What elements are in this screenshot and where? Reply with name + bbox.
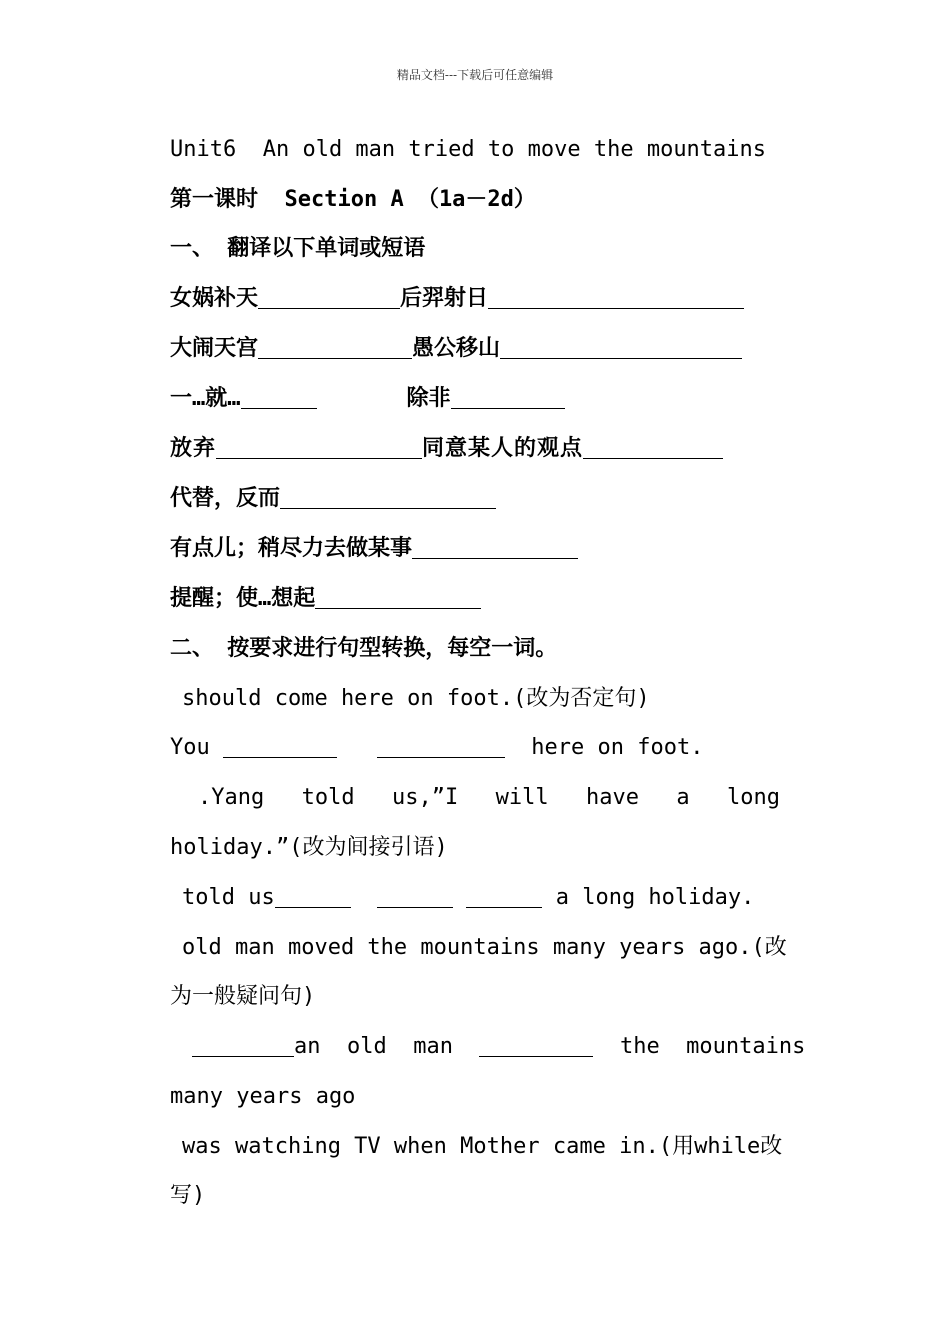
- q2-word: will: [495, 785, 549, 810]
- vocab-row-2: [170, 334, 782, 364]
- answer-blank[interactable]: [412, 536, 578, 559]
- answer-1-end: here on foot.: [531, 735, 704, 760]
- vocab-danao: 大闹天宫: [170, 336, 259, 361]
- vocab-row-4: [170, 434, 782, 464]
- vocab-youdianer: 有点儿；稍尽力去做某事: [170, 536, 413, 561]
- part2-heading: 二、 按要求进行句型转换，每空一词。: [170, 636, 558, 661]
- answer-3: [192, 1032, 804, 1062]
- answer-blank[interactable]: [315, 586, 481, 609]
- vocab-daiti: 代替，反而: [170, 486, 281, 511]
- lesson-label: 第一课时 Section A （1a－2d）: [170, 187, 536, 212]
- question-2-cont: holiday.”(改为间接引语): [170, 835, 448, 860]
- vocab-tongyi: 同意某人的观点: [422, 436, 584, 461]
- answer-blank[interactable]: [488, 286, 744, 309]
- question-2: [198, 783, 780, 813]
- question-4: was watching TV when Mother came in.(用while改: [182, 1134, 783, 1159]
- question-4-cont: 写): [170, 1183, 206, 1208]
- vocab-row-6: [170, 534, 782, 564]
- answer-blank[interactable]: [216, 436, 422, 459]
- answer-3-mid2: the mountains: [619, 1034, 806, 1059]
- answer-blank[interactable]: [280, 486, 496, 509]
- vocab-tixing: 提醒；使…想起: [170, 586, 316, 611]
- answer-2-end: a long holiday.: [555, 885, 755, 910]
- q2-word: us,”I: [392, 785, 459, 810]
- lesson-title: [170, 185, 782, 215]
- answer-blank[interactable]: [479, 1034, 593, 1057]
- page-header: 精品文档---下载后可任意编辑: [396, 68, 554, 82]
- answer-blank[interactable]: [192, 1034, 294, 1057]
- vocab-nuwa: 女娲补天: [170, 286, 259, 311]
- answer-2-start: told us: [182, 885, 275, 910]
- answer-1-start: You: [170, 735, 210, 760]
- answer-blank[interactable]: [583, 436, 723, 459]
- question-3: old man moved the mountains many years ago.(改: [182, 935, 787, 960]
- q2-word: have: [586, 785, 639, 810]
- vocab-row-5: [170, 484, 782, 514]
- answer-2: [182, 883, 794, 913]
- question-3-cont: 为一般疑问句): [170, 984, 316, 1009]
- part1-heading: 一、 翻译以下单词或短语: [170, 236, 426, 261]
- answer-blank[interactable]: [241, 386, 317, 409]
- vocab-chufei: 除非: [406, 386, 451, 411]
- answer-blank[interactable]: [377, 735, 505, 758]
- answer-blank[interactable]: [258, 336, 412, 359]
- answer-3-cont: many years ago: [170, 1084, 356, 1109]
- q2-word: a: [676, 785, 690, 810]
- answer-blank[interactable]: [377, 885, 453, 908]
- question-1: should come here on foot.(改为否定句): [182, 686, 650, 711]
- vocab-yugong: 愚公移山: [412, 336, 501, 361]
- answer-blank[interactable]: [275, 885, 351, 908]
- answer-blank[interactable]: [223, 735, 337, 758]
- vocab-row-1: [170, 284, 782, 314]
- answer-blank[interactable]: [258, 286, 400, 309]
- answer-1: [170, 733, 782, 763]
- vocab-fangqi: 放弃: [170, 436, 217, 461]
- answer-blank[interactable]: [500, 336, 742, 359]
- answer-blank[interactable]: [451, 386, 565, 409]
- answer-blank[interactable]: [466, 885, 542, 908]
- q2-word: told: [301, 785, 355, 810]
- vocab-row-3: [170, 384, 782, 414]
- vocab-row-7: [170, 584, 782, 614]
- q2-word: .Yang: [198, 785, 265, 810]
- unit-title: Unit6 An old man tried to move the mountains: [170, 137, 767, 162]
- q2-word: long: [727, 785, 780, 810]
- vocab-yijiu: 一…就…: [170, 386, 241, 411]
- answer-3-mid1: an old man: [294, 1034, 453, 1059]
- vocab-houyi: 后羿射日: [400, 286, 489, 311]
